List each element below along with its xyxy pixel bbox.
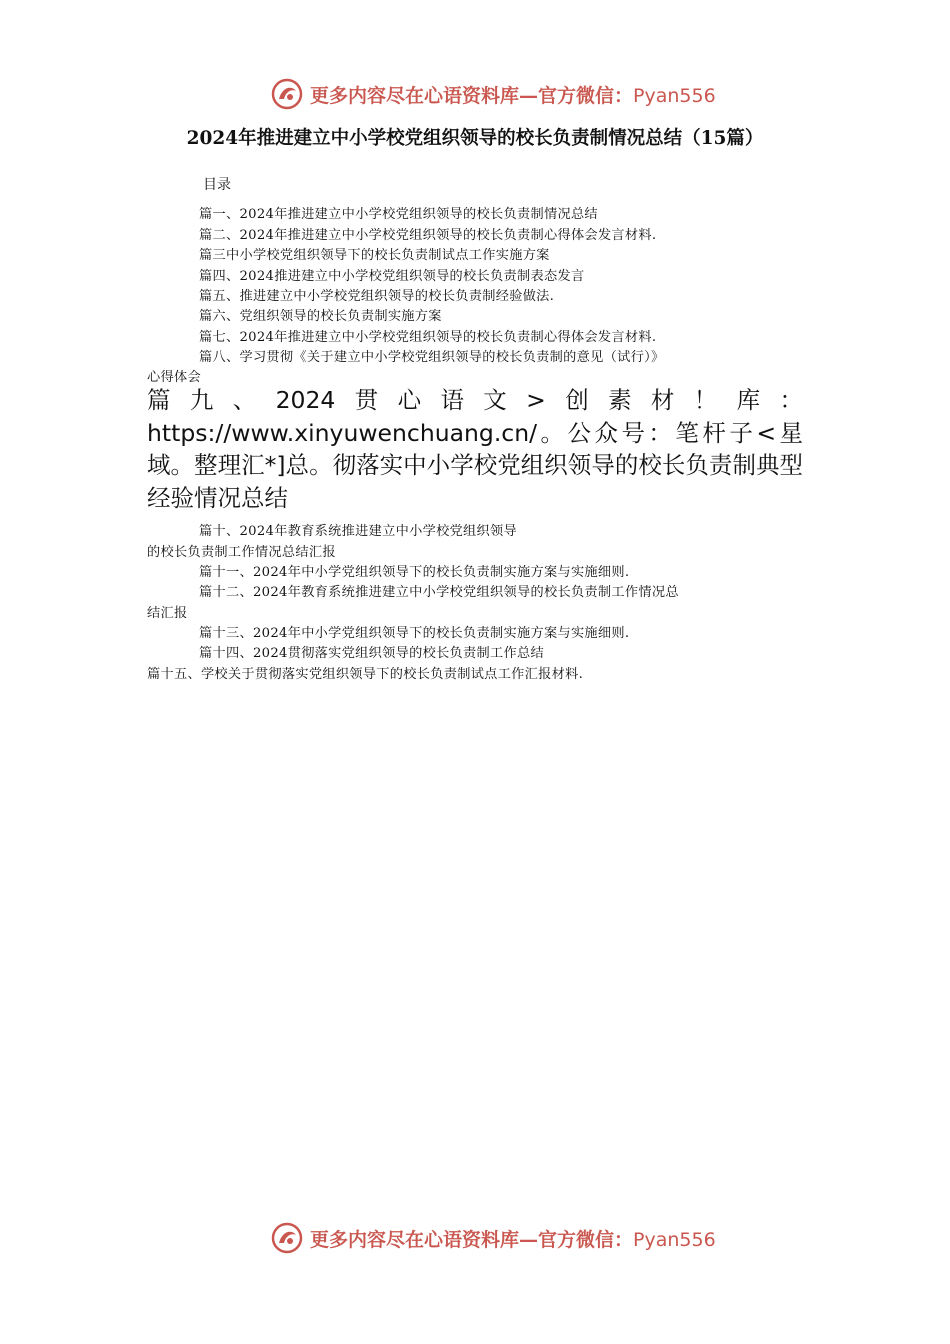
- banner-text: 更多内容尽在心语资料库—官方微信：Pyan556: [310, 1228, 716, 1251]
- toc-item-1: 篇一、2024年推进建立中小学校党组织领导的校长负责制情况总结: [199, 207, 598, 222]
- footer-watermark-banner: [270, 1218, 770, 1258]
- toc-item-13: 篇十三、2024年中小学党组织领导下的校长负责制实施方案与实施细则.: [199, 626, 630, 641]
- toc-item-3: 篇三中小学校党组织领导下的校长负责制试点工作实施方案: [199, 248, 550, 263]
- wechat-id: Pyan556: [633, 1228, 716, 1251]
- banner-text: 更多内容尽在心语资料库—官方微信：Pyan556: [310, 84, 716, 107]
- toc-item-8-line1: 篇八、学习贯彻《关于建立中小学校党组织领导的校长负责制的意见（试行）》: [199, 350, 665, 365]
- wechat-id: Pyan556: [633, 84, 716, 107]
- toc-item-12-line1: 篇十二、2024年教育系统推进建立中小学校党组织领导的校长负责制工作情况总: [199, 585, 679, 600]
- swirl-logo-icon: [270, 77, 304, 111]
- toc-item-14: 篇十四、2024贯彻落实党组织领导的校长负责制工作总结: [199, 646, 544, 661]
- toc-item-8-line2: 心得体会: [147, 370, 201, 385]
- toc-item-15: 篇十五、学校关于贯彻落实党组织领导下的校长负责制试点工作汇报材料.: [147, 667, 584, 682]
- toc-item-7: 篇七、2024年推进建立中小学校党组织领导的校长负责制心得体会发言材料.: [199, 330, 657, 345]
- toc-item-2: 篇二、2024年推进建立中小学校党组织领导的校长负责制心得体会发言材料.: [199, 228, 657, 243]
- document-title: 2024年推进建立中小学校党组织领导的校长负责制情况总结（15篇）: [186, 128, 764, 149]
- toc-label: 目录: [203, 177, 231, 193]
- swirl-logo-icon: [270, 1221, 304, 1255]
- toc-item-10-line1: 篇十、2024年教育系统推进建立中小学校党组织领导: [199, 524, 517, 539]
- header-watermark-banner: [270, 74, 770, 114]
- toc-item-5: 篇五、推进建立中小学校党组织领导的校长负责制经验做法.: [199, 289, 555, 304]
- toc-item-12-line2: 结汇报: [147, 606, 188, 621]
- toc-item-4: 篇四、2024推进建立中小学校党组织领导的校长负责制表态发言: [199, 269, 585, 284]
- toc-item-9: 篇九、2024贯心语文>创素材！库：https://www.xinyuwenchuang.cn/。公众号：笔杆子<星域。整理汇*]总。彻落实中小学校党组织领导的校长负责制典型经验情况总结: [147, 386, 803, 512]
- toc-item-11: 篇十一、2024年中小学党组织领导下的校长负责制实施方案与实施细则.: [199, 565, 630, 580]
- toc-item-6: 篇六、党组织领导的校长负责制实施方案: [199, 309, 442, 324]
- toc-item-10-line2: 的校长负责制工作情况总结汇报: [147, 545, 336, 560]
